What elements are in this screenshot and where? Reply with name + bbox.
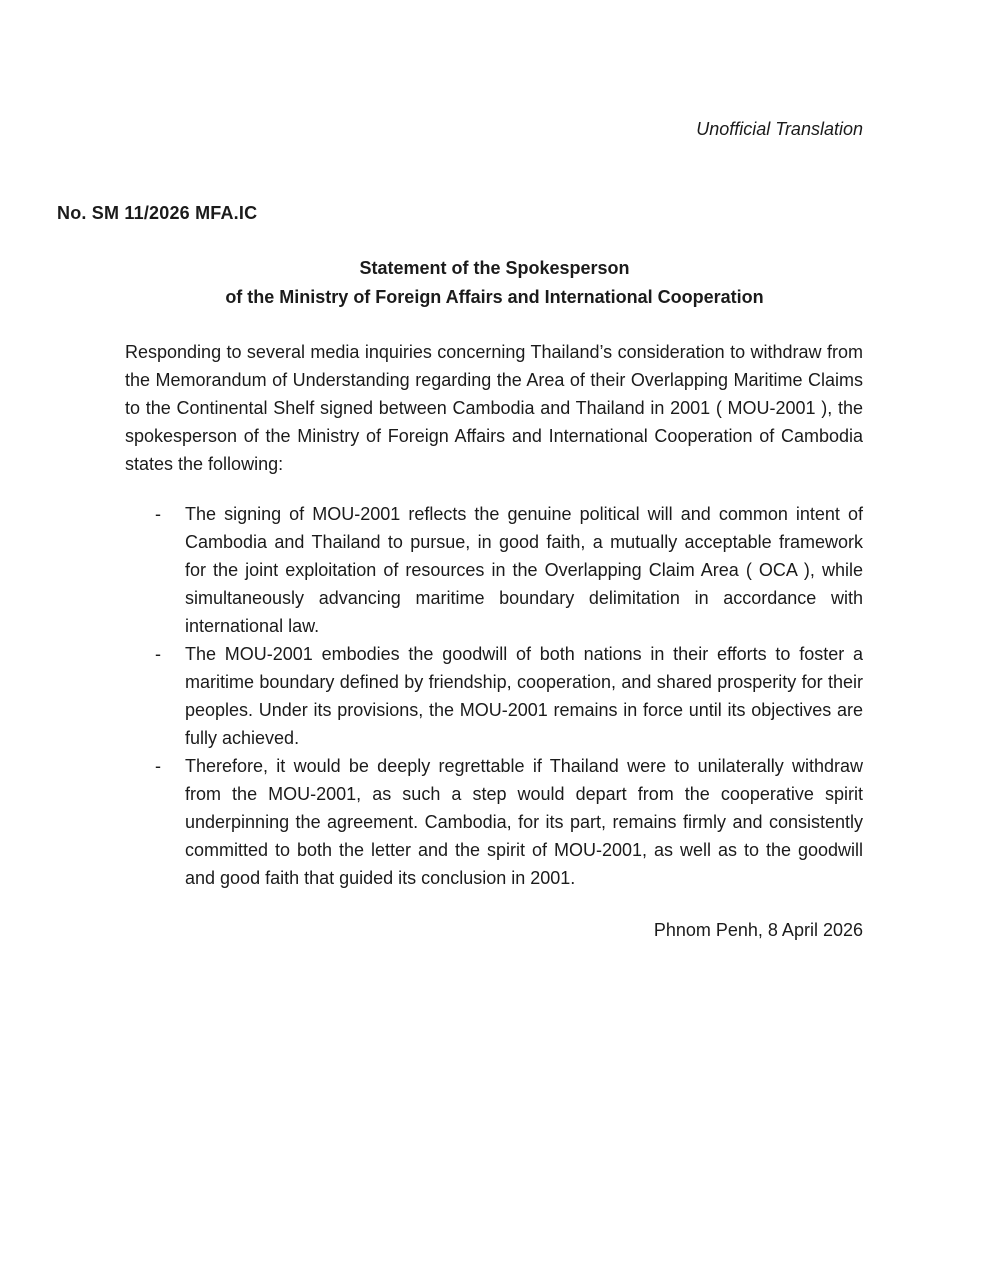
statement-point-text: Therefore, it would be deeply regrettable if Thailand were to unilaterally withdraw from the MOU-2001, as such a step would depart from the cooperative spirit underpinning the agreement. Cambodia, for its part, remains firmly and consistently committed to both the letter and the spirit of MOU-2001, as well as to the goodwill and good faith that guided its conclusion in 2001. (185, 756, 863, 888)
statement-point-2 (155, 640, 863, 752)
title-line-2: of the Ministry of Foreign Affairs and International Cooperation (225, 287, 764, 307)
intro-paragraph: Responding to several media inquiries concerning Thailand’s consideration to withdraw from the Memorandum of Understanding regarding the Area of their Overlapping Maritime Claims to the Continental Shelf signed between Cambodia and Thailand in 2001 ( MOU-2001 ), the spokesperson of the Ministry of Foreign Affairs and International Cooperation of Cambodia states the following: (125, 342, 863, 474)
dash-bullet: - (155, 756, 161, 776)
statement-title (60, 254, 929, 312)
statement-point-1 (155, 500, 863, 640)
dash-bullet: - (155, 504, 161, 524)
statement-points-list (155, 500, 863, 892)
translation-note: Unofficial Translation (696, 119, 863, 139)
statement-point-text: The MOU-2001 embodies the goodwill of both nations in their efforts to foster a maritime boundary defined by friendship, cooperation, and shared prosperity for their peoples. Under its provisions, the MOU-2001 remains in force until its objectives are fully achieved. (185, 644, 863, 748)
dash-bullet: - (155, 644, 161, 664)
document-number: No. SM 11/2026 MFA.IC (57, 203, 258, 223)
statement-point-text: The signing of MOU-2001 reflects the genuine political will and common intent of Cambodia and Thailand to pursue, in good faith, a mutually acceptable framework for the joint exploitation of resources in the Overlapping Claim Area ( OCA ), while simultaneously advancing maritime boundary delimitation in accordance with international law. (185, 504, 863, 636)
title-line-1: Statement of the Spokesperson (359, 258, 630, 278)
statement-point-3 (155, 752, 863, 892)
dateline: Phnom Penh, 8 April 2026 (653, 920, 863, 940)
